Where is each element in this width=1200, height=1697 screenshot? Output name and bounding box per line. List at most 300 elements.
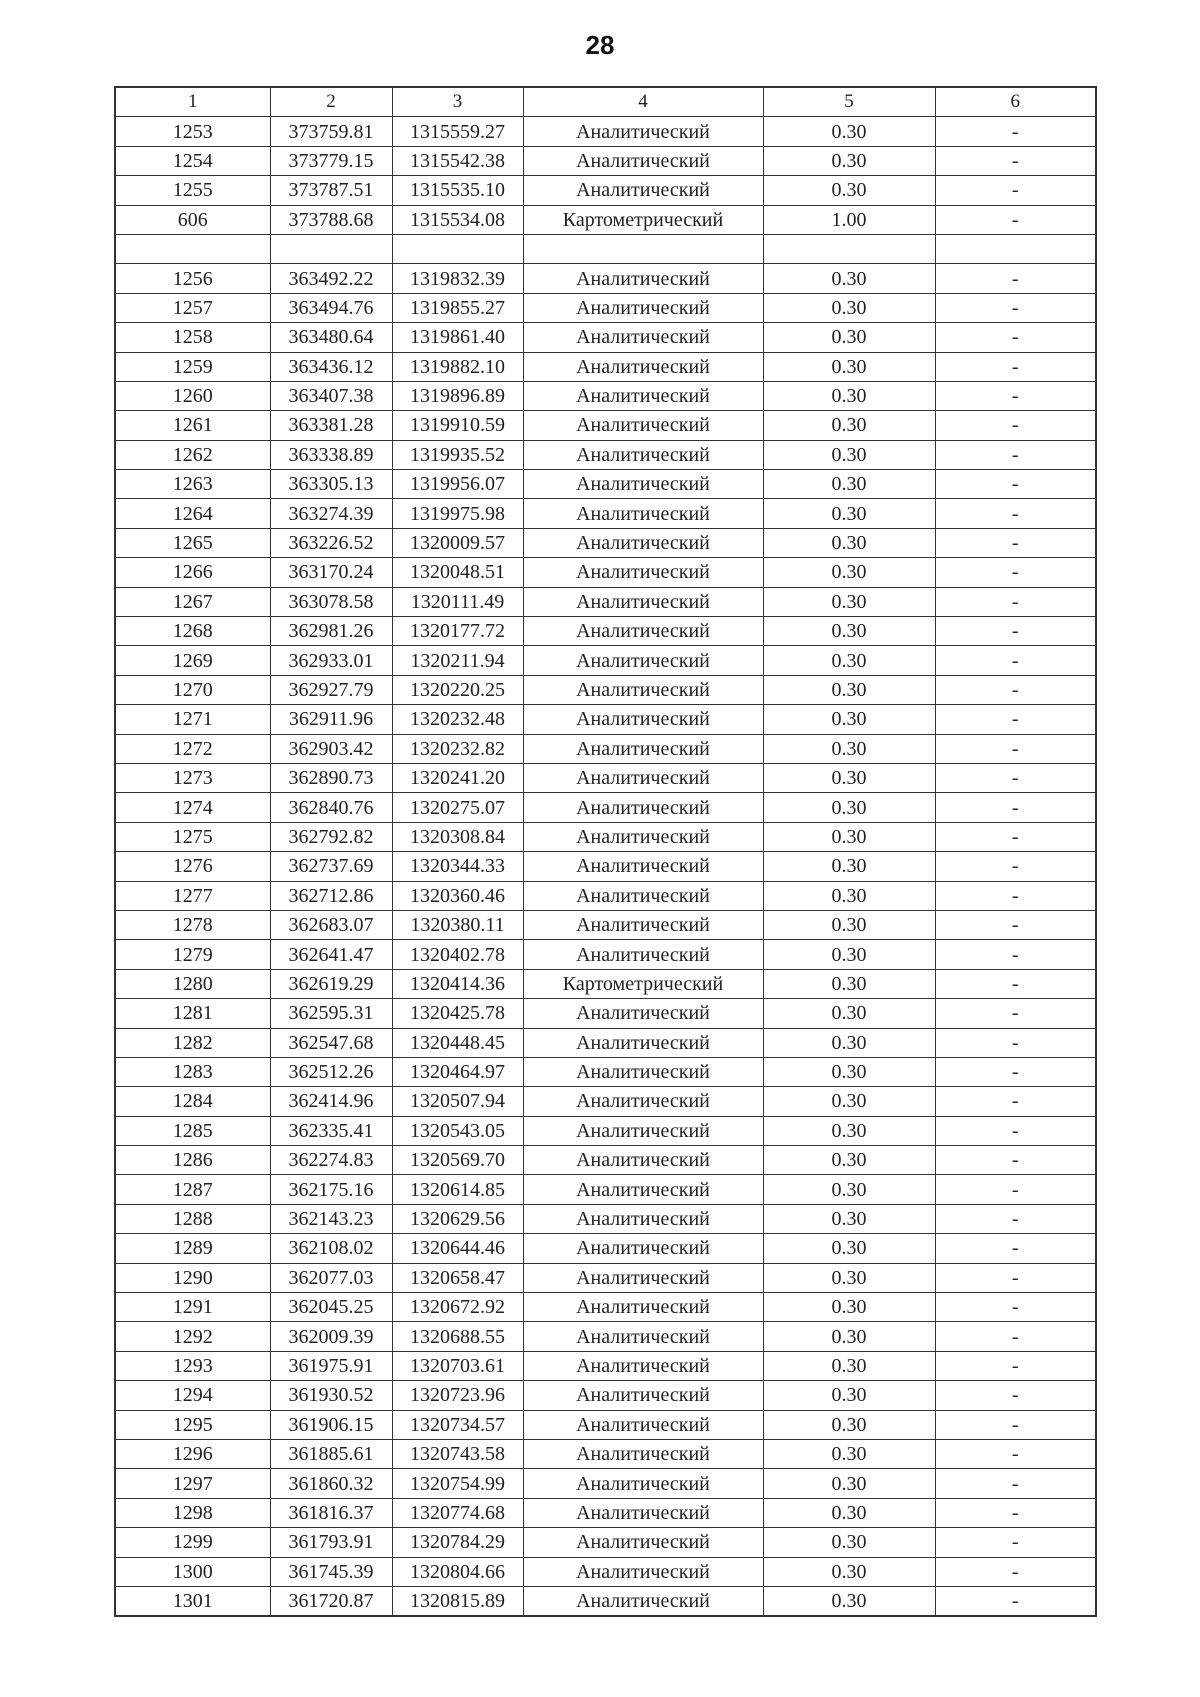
point-number-cell: 1271 — [115, 705, 270, 734]
method-cell: Аналитический — [523, 1116, 763, 1145]
accuracy-cell: 0.30 — [763, 146, 935, 175]
method-cell — [523, 234, 763, 263]
accuracy-cell: 0.30 — [763, 411, 935, 440]
method-cell: Аналитический — [523, 146, 763, 175]
accuracy-cell: 0.30 — [763, 822, 935, 851]
x-coordinate-cell: 363274.39 — [270, 499, 392, 528]
x-coordinate-cell: 362641.47 — [270, 940, 392, 969]
x-coordinate-cell: 362175.16 — [270, 1175, 392, 1204]
x-coordinate-cell: 362911.96 — [270, 705, 392, 734]
table-row — [115, 470, 1096, 499]
y-coordinate-cell: 1320734.57 — [392, 1410, 523, 1439]
table-row — [115, 1263, 1096, 1292]
accuracy-cell: 0.30 — [763, 734, 935, 763]
table-row — [115, 587, 1096, 616]
table-row — [115, 440, 1096, 469]
table-row — [115, 705, 1096, 734]
y-coordinate-cell: 1320360.46 — [392, 881, 523, 910]
point-number-cell: 1284 — [115, 1087, 270, 1116]
note-cell: - — [935, 1439, 1096, 1468]
column-header: 6 — [935, 87, 1096, 117]
accuracy-cell: 0.30 — [763, 1498, 935, 1527]
note-cell: - — [935, 1204, 1096, 1233]
y-coordinate-cell: 1320048.51 — [392, 558, 523, 587]
x-coordinate-cell: 363338.89 — [270, 440, 392, 469]
column-header: 3 — [392, 87, 523, 117]
accuracy-cell: 0.30 — [763, 1381, 935, 1410]
note-cell: - — [935, 1116, 1096, 1145]
y-coordinate-cell: 1320507.94 — [392, 1087, 523, 1116]
x-coordinate-cell: 363305.13 — [270, 470, 392, 499]
point-number-cell: 1293 — [115, 1351, 270, 1380]
x-coordinate-cell: 362414.96 — [270, 1087, 392, 1116]
accuracy-cell: 0.30 — [763, 1410, 935, 1439]
point-number-cell: 1273 — [115, 763, 270, 792]
method-cell: Аналитический — [523, 470, 763, 499]
note-cell: - — [935, 646, 1096, 675]
method-cell: Аналитический — [523, 1381, 763, 1410]
method-cell: Аналитический — [523, 1322, 763, 1351]
method-cell: Аналитический — [523, 940, 763, 969]
table-row — [115, 969, 1096, 998]
accuracy-cell: 0.30 — [763, 999, 935, 1028]
table-row — [115, 675, 1096, 704]
note-cell: - — [935, 705, 1096, 734]
y-coordinate-cell: 1320308.84 — [392, 822, 523, 851]
note-cell: - — [935, 352, 1096, 381]
method-cell: Аналитический — [523, 910, 763, 939]
table-row — [115, 999, 1096, 1028]
accuracy-cell: 0.30 — [763, 528, 935, 557]
method-cell: Аналитический — [523, 528, 763, 557]
note-cell: - — [935, 558, 1096, 587]
note-cell: - — [935, 146, 1096, 175]
x-coordinate-cell: 362683.07 — [270, 910, 392, 939]
accuracy-cell — [763, 234, 935, 263]
y-coordinate-cell: 1320241.20 — [392, 763, 523, 792]
method-cell: Аналитический — [523, 793, 763, 822]
table-row — [115, 1410, 1096, 1439]
method-cell: Аналитический — [523, 1087, 763, 1116]
point-number-cell: 1255 — [115, 176, 270, 205]
accuracy-cell: 0.30 — [763, 910, 935, 939]
method-cell: Аналитический — [523, 1528, 763, 1557]
point-number-cell: 1262 — [115, 440, 270, 469]
table-row — [115, 1116, 1096, 1145]
x-coordinate-cell: 362595.31 — [270, 999, 392, 1028]
point-number-cell: 1253 — [115, 117, 270, 146]
note-cell: - — [935, 1175, 1096, 1204]
point-number-cell: 1272 — [115, 734, 270, 763]
method-cell: Аналитический — [523, 1557, 763, 1586]
x-coordinate-cell: 362792.82 — [270, 822, 392, 851]
y-coordinate-cell: 1320672.92 — [392, 1293, 523, 1322]
table-row — [115, 881, 1096, 910]
y-coordinate-cell: 1320232.82 — [392, 734, 523, 763]
x-coordinate-cell: 361860.32 — [270, 1469, 392, 1498]
point-number-cell: 1301 — [115, 1586, 270, 1616]
x-coordinate-cell: 362009.39 — [270, 1322, 392, 1351]
point-number-cell: 1279 — [115, 940, 270, 969]
x-coordinate-cell: 361906.15 — [270, 1410, 392, 1439]
y-coordinate-cell: 1320380.11 — [392, 910, 523, 939]
accuracy-cell: 1.00 — [763, 205, 935, 234]
accuracy-cell: 0.30 — [763, 1528, 935, 1557]
point-number-cell: 1280 — [115, 969, 270, 998]
y-coordinate-cell: 1320232.48 — [392, 705, 523, 734]
table-row — [115, 1028, 1096, 1057]
table-row — [115, 1322, 1096, 1351]
accuracy-cell: 0.30 — [763, 646, 935, 675]
x-coordinate-cell: 362143.23 — [270, 1204, 392, 1233]
table-row — [115, 1439, 1096, 1468]
table-row — [115, 940, 1096, 969]
method-cell: Аналитический — [523, 1293, 763, 1322]
accuracy-cell: 0.30 — [763, 617, 935, 646]
note-cell: - — [935, 1381, 1096, 1410]
method-cell: Аналитический — [523, 293, 763, 322]
y-coordinate-cell: 1320815.89 — [392, 1586, 523, 1616]
note-cell: - — [935, 323, 1096, 352]
y-coordinate-cell: 1319896.89 — [392, 381, 523, 410]
point-number-cell: 1278 — [115, 910, 270, 939]
note-cell: - — [935, 969, 1096, 998]
note-cell: - — [935, 675, 1096, 704]
x-coordinate-cell: 362108.02 — [270, 1234, 392, 1263]
table-row — [115, 1234, 1096, 1263]
accuracy-cell: 0.30 — [763, 1469, 935, 1498]
accuracy-cell: 0.30 — [763, 1351, 935, 1380]
x-coordinate-cell: 362335.41 — [270, 1116, 392, 1145]
x-coordinate-cell: 363480.64 — [270, 323, 392, 352]
method-cell: Аналитический — [523, 763, 763, 792]
y-coordinate-cell: 1320658.47 — [392, 1263, 523, 1292]
point-number-cell: 1264 — [115, 499, 270, 528]
note-cell: - — [935, 852, 1096, 881]
accuracy-cell: 0.30 — [763, 705, 935, 734]
y-coordinate-cell: 1320614.85 — [392, 1175, 523, 1204]
y-coordinate-cell: 1315535.10 — [392, 176, 523, 205]
point-number-cell: 1286 — [115, 1146, 270, 1175]
x-coordinate-cell: 363492.22 — [270, 264, 392, 293]
y-coordinate-cell: 1320703.61 — [392, 1351, 523, 1380]
table-row — [115, 793, 1096, 822]
point-number-cell: 1274 — [115, 793, 270, 822]
note-cell: - — [935, 470, 1096, 499]
table-row — [115, 205, 1096, 234]
x-coordinate-cell: 362512.26 — [270, 1057, 392, 1086]
table-row — [115, 352, 1096, 381]
accuracy-cell: 0.30 — [763, 1204, 935, 1233]
accuracy-cell: 0.30 — [763, 1175, 935, 1204]
y-coordinate-cell: 1320009.57 — [392, 528, 523, 557]
x-coordinate-cell: 363494.76 — [270, 293, 392, 322]
note-cell: - — [935, 1234, 1096, 1263]
method-cell: Аналитический — [523, 1204, 763, 1233]
point-number-cell: 1288 — [115, 1204, 270, 1233]
accuracy-cell: 0.30 — [763, 499, 935, 528]
method-cell: Аналитический — [523, 1586, 763, 1616]
table-row — [115, 117, 1096, 146]
y-coordinate-cell: 1320425.78 — [392, 999, 523, 1028]
x-coordinate-cell: 363226.52 — [270, 528, 392, 557]
x-coordinate-cell: 361975.91 — [270, 1351, 392, 1380]
accuracy-cell: 0.30 — [763, 293, 935, 322]
table-row — [115, 822, 1096, 851]
table-row — [115, 852, 1096, 881]
point-number-cell: 1292 — [115, 1322, 270, 1351]
x-coordinate-cell: 362981.26 — [270, 617, 392, 646]
y-coordinate-cell: 1319832.39 — [392, 264, 523, 293]
note-cell: - — [935, 1528, 1096, 1557]
x-coordinate-cell: 363078.58 — [270, 587, 392, 616]
method-cell: Аналитический — [523, 587, 763, 616]
point-number-cell: 1299 — [115, 1528, 270, 1557]
point-number-cell: 1259 — [115, 352, 270, 381]
method-cell: Аналитический — [523, 675, 763, 704]
accuracy-cell: 0.30 — [763, 1028, 935, 1057]
point-number-cell: 1285 — [115, 1116, 270, 1145]
table-row — [115, 1557, 1096, 1586]
method-cell: Картометрический — [523, 205, 763, 234]
y-coordinate-cell: 1320220.25 — [392, 675, 523, 704]
point-number-cell: 1267 — [115, 587, 270, 616]
table-row — [115, 558, 1096, 587]
x-coordinate-cell: 362619.29 — [270, 969, 392, 998]
x-coordinate-cell: 363407.38 — [270, 381, 392, 410]
x-coordinate-cell: 373759.81 — [270, 117, 392, 146]
accuracy-cell: 0.30 — [763, 323, 935, 352]
note-cell: - — [935, 411, 1096, 440]
y-coordinate-cell — [392, 234, 523, 263]
point-number-cell: 1298 — [115, 1498, 270, 1527]
method-cell: Аналитический — [523, 1263, 763, 1292]
y-coordinate-cell: 1320644.46 — [392, 1234, 523, 1263]
accuracy-cell: 0.30 — [763, 558, 935, 587]
method-cell: Аналитический — [523, 381, 763, 410]
x-coordinate-cell: 362890.73 — [270, 763, 392, 792]
point-number-cell: 1256 — [115, 264, 270, 293]
x-coordinate-cell: 362712.86 — [270, 881, 392, 910]
x-coordinate-cell: 362927.79 — [270, 675, 392, 704]
point-number-cell — [115, 234, 270, 263]
method-cell: Аналитический — [523, 1028, 763, 1057]
method-cell: Аналитический — [523, 881, 763, 910]
point-number-cell: 1290 — [115, 1263, 270, 1292]
y-coordinate-cell: 1320402.78 — [392, 940, 523, 969]
accuracy-cell: 0.30 — [763, 1439, 935, 1468]
table-row — [115, 293, 1096, 322]
table-row — [115, 1381, 1096, 1410]
point-number-cell: 1270 — [115, 675, 270, 704]
note-cell: - — [935, 910, 1096, 939]
note-cell: - — [935, 1293, 1096, 1322]
y-coordinate-cell: 1320743.58 — [392, 1439, 523, 1468]
note-cell: - — [935, 176, 1096, 205]
y-coordinate-cell: 1320177.72 — [392, 617, 523, 646]
point-number-cell: 1260 — [115, 381, 270, 410]
x-coordinate-cell: 361793.91 — [270, 1528, 392, 1557]
point-number-cell: 1294 — [115, 1381, 270, 1410]
table-row — [115, 910, 1096, 939]
x-coordinate-cell: 363381.28 — [270, 411, 392, 440]
table-row — [115, 1586, 1096, 1616]
accuracy-cell: 0.30 — [763, 940, 935, 969]
accuracy-cell: 0.30 — [763, 1557, 935, 1586]
method-cell: Аналитический — [523, 1175, 763, 1204]
x-coordinate-cell: 361745.39 — [270, 1557, 392, 1586]
method-cell: Аналитический — [523, 705, 763, 734]
method-cell: Картометрический — [523, 969, 763, 998]
method-cell: Аналитический — [523, 999, 763, 1028]
table-row — [115, 234, 1096, 263]
y-coordinate-cell: 1320414.36 — [392, 969, 523, 998]
accuracy-cell: 0.30 — [763, 1293, 935, 1322]
note-cell: - — [935, 381, 1096, 410]
method-cell: Аналитический — [523, 1469, 763, 1498]
table-row — [115, 1293, 1096, 1322]
point-number-cell: 1291 — [115, 1293, 270, 1322]
y-coordinate-cell: 1320784.29 — [392, 1528, 523, 1557]
point-number-cell: 1282 — [115, 1028, 270, 1057]
point-number-cell: 1295 — [115, 1410, 270, 1439]
x-coordinate-cell: 362903.42 — [270, 734, 392, 763]
y-coordinate-cell: 1320275.07 — [392, 793, 523, 822]
point-number-cell: 1268 — [115, 617, 270, 646]
point-number-cell: 1289 — [115, 1234, 270, 1263]
note-cell: - — [935, 293, 1096, 322]
point-number-cell: 1281 — [115, 999, 270, 1028]
accuracy-cell: 0.30 — [763, 793, 935, 822]
y-coordinate-cell: 1320464.97 — [392, 1057, 523, 1086]
point-number-cell: 606 — [115, 205, 270, 234]
method-cell: Аналитический — [523, 440, 763, 469]
note-cell: - — [935, 1498, 1096, 1527]
accuracy-cell: 0.30 — [763, 264, 935, 293]
accuracy-cell: 0.30 — [763, 440, 935, 469]
table-row — [115, 264, 1096, 293]
y-coordinate-cell: 1319956.07 — [392, 470, 523, 499]
note-cell: - — [935, 999, 1096, 1028]
y-coordinate-cell: 1315542.38 — [392, 146, 523, 175]
point-number-cell: 1261 — [115, 411, 270, 440]
method-cell: Аналитический — [523, 852, 763, 881]
note-cell: - — [935, 1146, 1096, 1175]
table-row — [115, 528, 1096, 557]
y-coordinate-cell: 1319882.10 — [392, 352, 523, 381]
method-cell: Аналитический — [523, 1351, 763, 1380]
note-cell: - — [935, 1028, 1096, 1057]
accuracy-cell: 0.30 — [763, 176, 935, 205]
note-cell: - — [935, 1263, 1096, 1292]
note-cell: - — [935, 822, 1096, 851]
x-coordinate-cell: 362077.03 — [270, 1263, 392, 1292]
method-cell: Аналитический — [523, 499, 763, 528]
column-header: 1 — [115, 87, 270, 117]
method-cell: Аналитический — [523, 1057, 763, 1086]
table-body — [115, 117, 1096, 1616]
table-row — [115, 763, 1096, 792]
y-coordinate-cell: 1320211.94 — [392, 646, 523, 675]
table-row — [115, 1528, 1096, 1557]
y-coordinate-cell: 1320688.55 — [392, 1322, 523, 1351]
note-cell: - — [935, 587, 1096, 616]
table-row — [115, 1057, 1096, 1086]
accuracy-cell: 0.30 — [763, 470, 935, 499]
table-row — [115, 734, 1096, 763]
y-coordinate-cell: 1320774.68 — [392, 1498, 523, 1527]
point-number-cell: 1297 — [115, 1469, 270, 1498]
note-cell — [935, 234, 1096, 263]
x-coordinate-cell: 373787.51 — [270, 176, 392, 205]
accuracy-cell: 0.30 — [763, 881, 935, 910]
table-row — [115, 1087, 1096, 1116]
method-cell: Аналитический — [523, 1410, 763, 1439]
x-coordinate-cell: 361816.37 — [270, 1498, 392, 1527]
note-cell: - — [935, 1087, 1096, 1116]
point-number-cell: 1275 — [115, 822, 270, 851]
point-number-cell: 1263 — [115, 470, 270, 499]
table-row — [115, 176, 1096, 205]
accuracy-cell: 0.30 — [763, 1234, 935, 1263]
table-row — [115, 323, 1096, 352]
note-cell: - — [935, 940, 1096, 969]
note-cell: - — [935, 1469, 1096, 1498]
method-cell: Аналитический — [523, 176, 763, 205]
y-coordinate-cell: 1315534.08 — [392, 205, 523, 234]
x-coordinate-cell: 363436.12 — [270, 352, 392, 381]
note-cell: - — [935, 528, 1096, 557]
note-cell: - — [935, 734, 1096, 763]
table-row — [115, 1146, 1096, 1175]
x-coordinate-cell: 373788.68 — [270, 205, 392, 234]
method-cell: Аналитический — [523, 734, 763, 763]
y-coordinate-cell: 1320344.33 — [392, 852, 523, 881]
method-cell: Аналитический — [523, 1146, 763, 1175]
accuracy-cell: 0.30 — [763, 1586, 935, 1616]
x-coordinate-cell: 361930.52 — [270, 1381, 392, 1410]
column-header: 2 — [270, 87, 392, 117]
accuracy-cell: 0.30 — [763, 1263, 935, 1292]
accuracy-cell: 0.30 — [763, 1146, 935, 1175]
y-coordinate-cell: 1320754.99 — [392, 1469, 523, 1498]
note-cell: - — [935, 440, 1096, 469]
y-coordinate-cell: 1320569.70 — [392, 1146, 523, 1175]
point-number-cell: 1269 — [115, 646, 270, 675]
point-number-cell: 1265 — [115, 528, 270, 557]
method-cell: Аналитический — [523, 1498, 763, 1527]
y-coordinate-cell: 1320448.45 — [392, 1028, 523, 1057]
point-number-cell: 1276 — [115, 852, 270, 881]
method-cell: Аналитический — [523, 1439, 763, 1468]
table-row — [115, 381, 1096, 410]
y-coordinate-cell: 1320723.96 — [392, 1381, 523, 1410]
x-coordinate-cell: 362274.83 — [270, 1146, 392, 1175]
x-coordinate-cell: 363170.24 — [270, 558, 392, 587]
note-cell: - — [935, 499, 1096, 528]
accuracy-cell: 0.30 — [763, 117, 935, 146]
note-cell: - — [935, 881, 1096, 910]
y-coordinate-cell: 1319861.40 — [392, 323, 523, 352]
table-row — [115, 617, 1096, 646]
method-cell: Аналитический — [523, 411, 763, 440]
method-cell: Аналитический — [523, 264, 763, 293]
note-cell: - — [935, 793, 1096, 822]
accuracy-cell: 0.30 — [763, 1057, 935, 1086]
method-cell: Аналитический — [523, 617, 763, 646]
table-row — [115, 1351, 1096, 1380]
note-cell: - — [935, 264, 1096, 293]
